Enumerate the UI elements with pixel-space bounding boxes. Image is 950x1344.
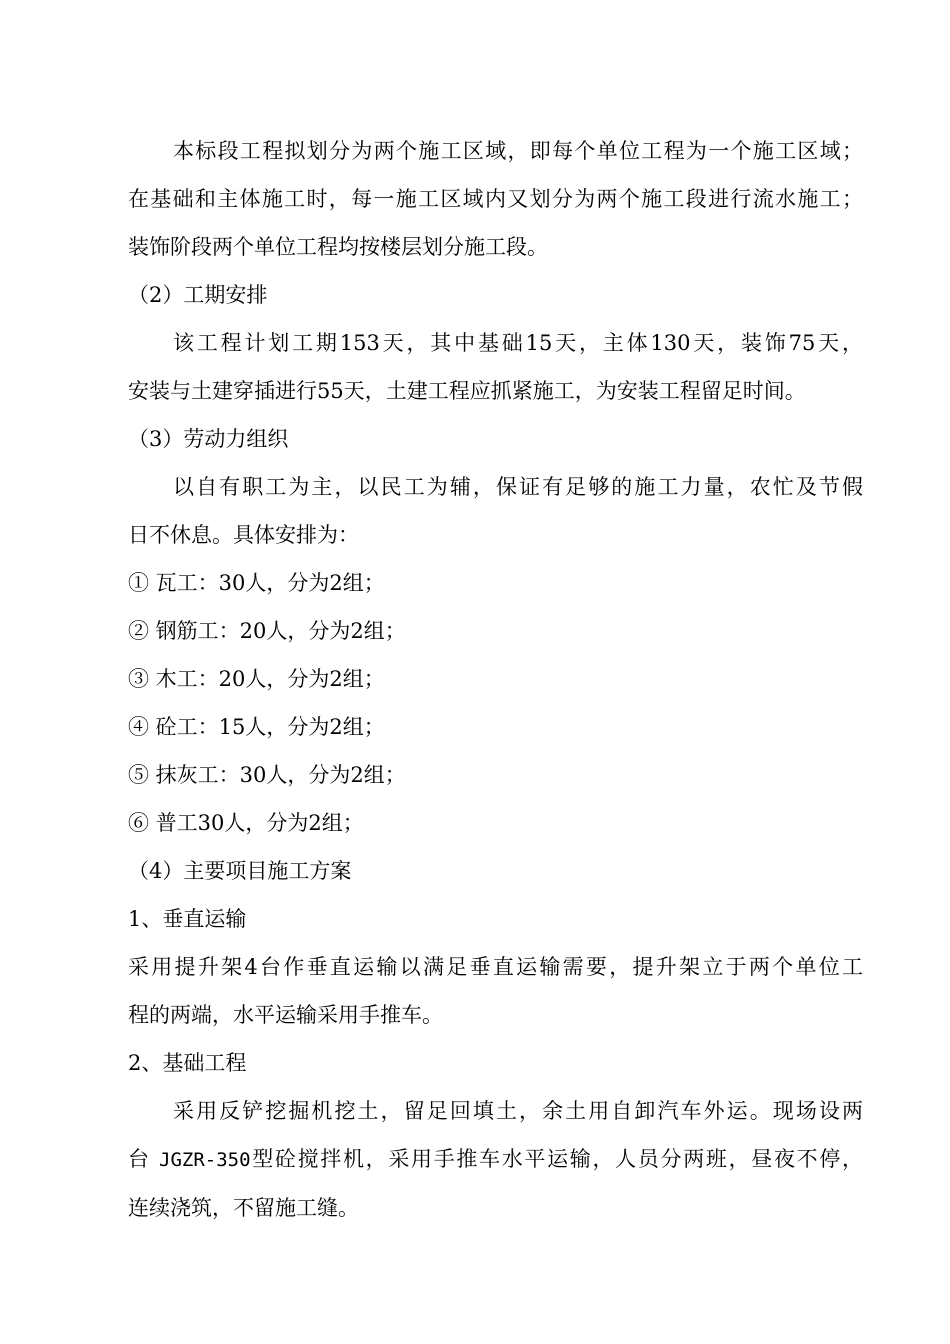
sub2-line2-suffix: 型砼搅拌机，采用手推车水平运输，人员分两班，昼夜不停，	[250, 1147, 863, 1171]
subheading-foundation: 2、基础工程	[128, 1051, 247, 1075]
sub1-line2: 程的两端，水平运输采用手推车。	[128, 1003, 443, 1027]
labor-item: ② 钢筋工：20人，分为2组；	[128, 619, 406, 643]
labor-item: ⑤ 抹灰工：30人，分为2组；	[128, 763, 406, 787]
para1-line3: 装饰阶段两个单位工程均按楼层划分施工段。	[128, 235, 548, 259]
labor-item: ③ 木工：20人，分为2组；	[128, 667, 385, 691]
heading-labor: （3）劳动力组织	[128, 427, 289, 451]
heading-main-plan: （4）主要项目施工方案	[128, 859, 352, 883]
labor-item: ④ 砼工：15人，分为2组；	[128, 715, 385, 739]
labor-item: ① 瓦工：30人，分为2组；	[128, 571, 385, 595]
para2-line1: 该工程计划工期153天，其中基础15天，主体130天，装饰75天，	[173, 331, 863, 355]
para2-line2: 安装与土建穿插进行55天，土建工程应抓紧施工，为安装工程留足时间。	[128, 379, 806, 403]
sub1-line1: 采用提升架4台作垂直运输以满足垂直运输需要，提升架立于两个单位工	[128, 955, 863, 979]
document-body	[128, 127, 863, 1232]
para3-line2: 日不休息。具体安排为：	[128, 523, 359, 547]
subheading-vertical-transport: 1、垂直运输	[128, 907, 247, 931]
sub2-line2	[128, 1135, 863, 1184]
para1-line2: 在基础和主体施工时，每一施工区域内又划分为两个施工段进行流水施工；	[128, 187, 863, 211]
sub2-line3: 连续浇筑，不留施工缝。	[128, 1196, 359, 1220]
para1-line1: 本标段工程拟划分为两个施工区域，即每个单位工程为一个施工区域；	[173, 139, 863, 163]
para3-line1: 以自有职工为主，以民工为辅，保证有足够的施工力量，农忙及节假	[173, 475, 863, 499]
labor-item: ⑥ 普工30人，分为2组；	[128, 811, 364, 835]
sub2-line1: 采用反铲挖掘机挖土，留足回填土，余土用自卸汽车外运。现场设两	[173, 1099, 863, 1123]
mixer-model: JGZR-350	[159, 1149, 251, 1171]
heading-schedule: （2）工期安排	[128, 283, 268, 307]
sub2-line2-prefix: 台	[128, 1147, 151, 1171]
